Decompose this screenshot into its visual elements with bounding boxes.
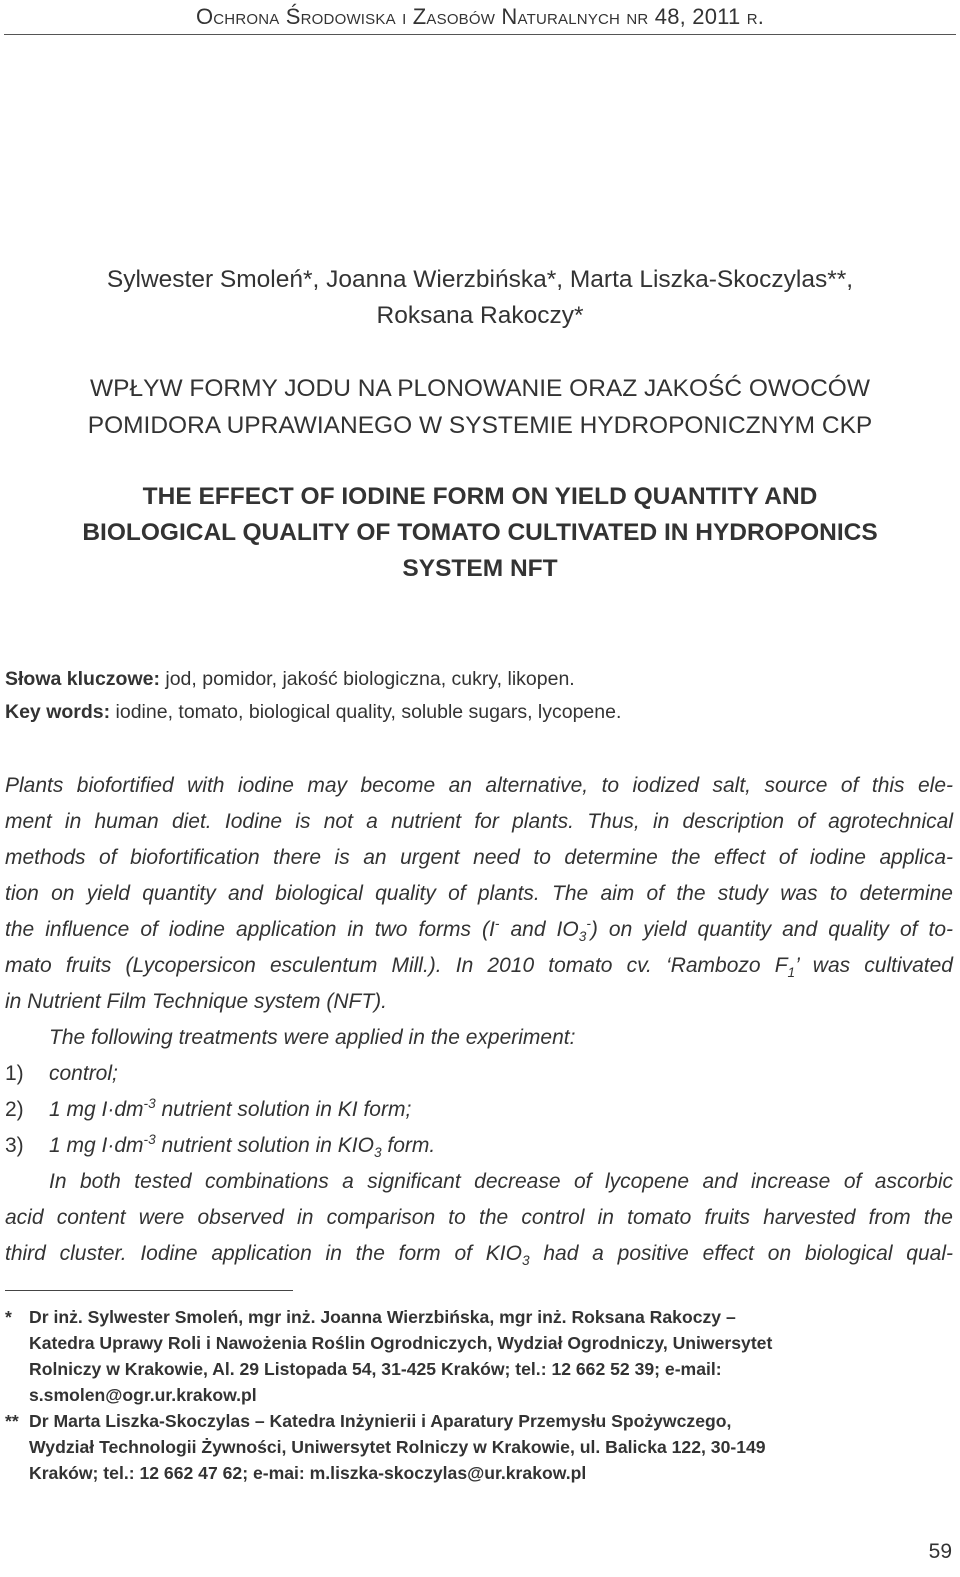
- subscript: 3: [521, 1253, 530, 1269]
- list-item: [5, 1128, 953, 1164]
- page-number: 59: [928, 1540, 952, 1563]
- abstract-line: The following treatments were applied in the experiment:: [49, 1026, 576, 1049]
- footnote-body: [29, 1408, 766, 1486]
- keywords-text: iodine, tomato, biological quality, soluble sugars, lycopene.: [110, 701, 622, 723]
- list-number: 1): [5, 1062, 24, 1085]
- list-number: 3): [5, 1134, 24, 1157]
- footnote-body: [29, 1304, 772, 1408]
- text-run: ’ was cultivated: [795, 954, 953, 977]
- list-text: [49, 1128, 435, 1164]
- abstract-line: In both tested combinations a significant decrease of lycopene and increase of ascorbic: [49, 1170, 953, 1193]
- abstract-line: [5, 948, 953, 984]
- footnote-mark: *: [5, 1307, 12, 1327]
- text-run: nutrient solution in KI form;: [155, 1098, 412, 1121]
- footnote-line: Rolniczy w Krakowie, Al. 29 Listopada 54, 31-425 Kraków; tel.: 12 662 52 39; e-mail:: [29, 1359, 722, 1379]
- footnote: [5, 1408, 955, 1486]
- keywords-label: Słowa kluczowe:: [5, 668, 160, 690]
- footnote-line: Katedra Uprawy Roli i Nawożenia Roślin Ogrodniczych, Wydział Ogrodniczy, Uniwersytet: [29, 1333, 773, 1353]
- subscript: 3: [578, 929, 587, 945]
- keywords-english: [5, 696, 955, 729]
- abstract-line: [5, 1236, 953, 1272]
- abstract: [5, 768, 953, 1272]
- list-number: 2): [5, 1098, 24, 1121]
- text-run: had a positive effect on biological qual-: [529, 1242, 953, 1265]
- abstract-line: in Nutrient Film Technique system (NFT).: [5, 990, 387, 1013]
- superscript: -: [494, 916, 500, 931]
- header-rule: [4, 34, 956, 35]
- title-line: THE EFFECT OF IODINE FORM ON YIELD QUANTITY AND: [142, 483, 818, 510]
- abstract-line: [5, 912, 953, 948]
- footnote-line: Kraków; tel.: 12 662 47 62; e-mai: m.liszka-skoczylas@ur.krakow.pl: [29, 1463, 587, 1483]
- footnote-line: Wydział Technologii Żywności, Uniwersytet Rolniczy w Krakowie, ul. Balicka 122, 30-149: [29, 1437, 766, 1457]
- text-run: 1 mg I·dm: [49, 1134, 144, 1157]
- superscript: -: [586, 916, 591, 931]
- abstract-line: methods of biofortification there is an urgent need to determine the effect of iodine applica-: [5, 846, 953, 869]
- abstract-line: Plants biofortified with iodine may become an alternative, to iodized salt, source of this ele-: [5, 774, 953, 797]
- title-english: [0, 479, 960, 587]
- text-run: and IO: [499, 918, 579, 941]
- superscript: -3: [143, 1132, 156, 1147]
- title-line: WPŁYW FORMY JODU NA PLONOWANIE ORAZ JAKOŚĆ OWOCÓW: [90, 375, 870, 402]
- footnote-mark: **: [5, 1411, 19, 1431]
- text-run: mato fruits (Lycopersicon esculentum Mill.). In 2010 tomato cv. ‘Rambozo F: [5, 954, 788, 977]
- footnote: [5, 1304, 955, 1408]
- text-run: form.: [381, 1134, 436, 1157]
- subscript: 1: [787, 965, 796, 981]
- author-line: Roksana Rakoczy*: [376, 302, 584, 329]
- abstract-line: acid content were observed in comparison to the control in tomato fruits harvested from the: [5, 1206, 953, 1229]
- footnotes: [5, 1304, 955, 1486]
- text-run: the influence of iodine application in two forms (I: [5, 918, 495, 941]
- text-run: control;: [49, 1062, 118, 1085]
- keywords-polish: [5, 663, 955, 696]
- title-line: SYSTEM NFT: [402, 555, 558, 582]
- keywords-text: jod, pomidor, jakość biologiczna, cukry, likopen.: [159, 668, 575, 690]
- title-line: POMIDORA UPRAWIANEGO W SYSTEMIE HYDROPONICZNYM CKP: [87, 412, 873, 439]
- list-text: [49, 1056, 118, 1092]
- keywords-label: Key words:: [5, 701, 111, 723]
- text-run: third cluster. Iodine application in the form of KIO: [5, 1242, 522, 1265]
- list-item: [5, 1056, 953, 1092]
- author-list: [0, 262, 960, 334]
- footnote-email[interactable]: s.smolen@ogr.ur.krakow.pl: [29, 1385, 257, 1405]
- running-head: Ochrona Środowiska i Zasobów Naturalnych nr 48, 2011 r.: [195, 4, 765, 29]
- list-item: [5, 1092, 953, 1128]
- footnote-line: Dr Marta Liszka-Skoczylas – Katedra Inżynierii i Aparatury Przemysłu Spożywczego,: [29, 1411, 732, 1431]
- abstract-line: ment in human diet. Iodine is not a nutrient for plants. Thus, in description of agrotechnical: [5, 810, 953, 833]
- title-polish: [0, 370, 960, 444]
- subscript: 3: [373, 1145, 382, 1161]
- list-text: [49, 1092, 411, 1128]
- author-line: Sylwester Smoleń*, Joanna Wierzbińska*, Marta Liszka-Skoczylas**,: [106, 266, 854, 293]
- text-run: ) on yield quantity and quality of to-: [590, 918, 953, 941]
- abstract-line: tion on yield quantity and biological quality of plants. The aim of the study was to determine: [5, 882, 953, 905]
- keywords-block: [5, 663, 955, 729]
- text-run: 1 mg I·dm: [49, 1098, 144, 1121]
- superscript: -3: [143, 1096, 156, 1111]
- footnote-rule: [5, 1290, 293, 1291]
- footnote-line: Dr inż. Sylwester Smoleń, mgr inż. Joanna Wierzbińska, mgr inż. Roksana Rakoczy –: [29, 1307, 736, 1327]
- text-run: nutrient solution in KIO: [155, 1134, 374, 1157]
- title-line: BIOLOGICAL QUALITY OF TOMATO CULTIVATED IN HYDROPONICS: [82, 519, 878, 546]
